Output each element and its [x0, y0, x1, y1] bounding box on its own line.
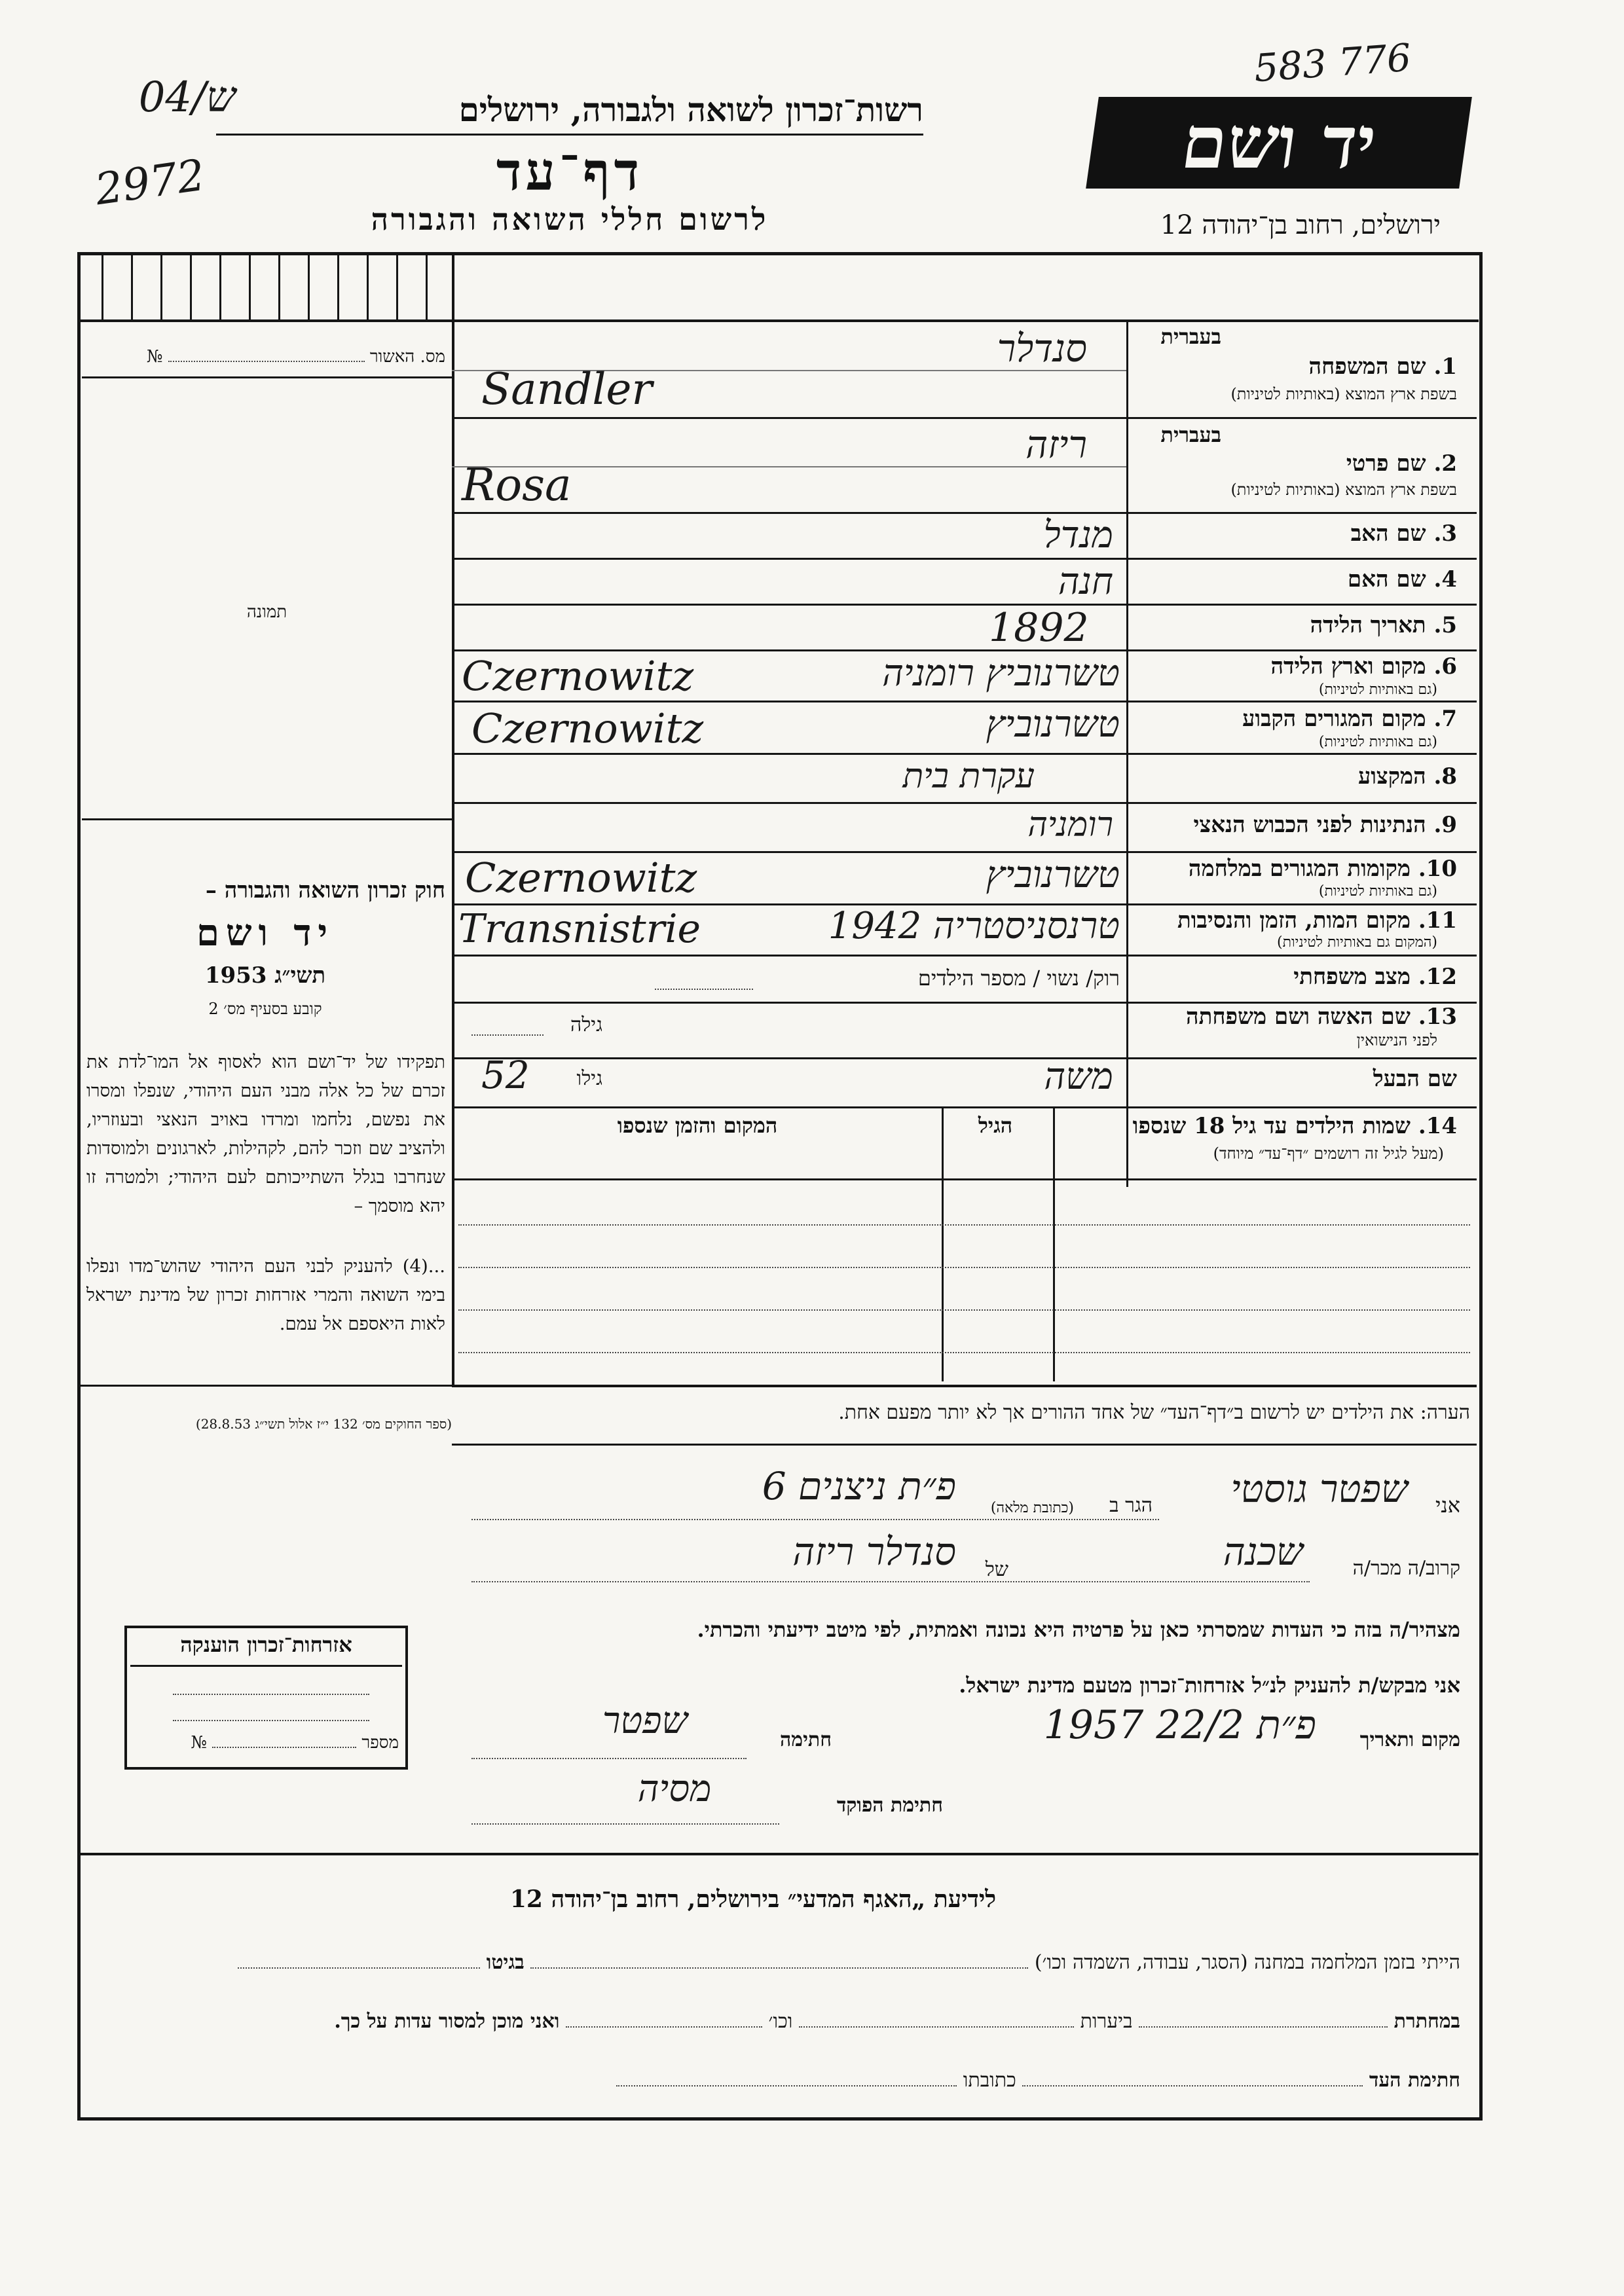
f14-label: שמות הילדים עד גיל 18 שנספו	[1132, 1113, 1411, 1139]
resides-label: הגר ב	[1109, 1494, 1153, 1517]
f6-num: 6.	[1433, 653, 1457, 680]
f11-heb-value[interactable]: טרנסניסטריה 1942	[828, 905, 1120, 947]
f3-label-row	[1136, 520, 1457, 547]
f2-latin-value[interactable]: Rosa	[462, 460, 572, 511]
f8-label: המקצוע	[1357, 763, 1426, 790]
f3-label: שם האב	[1350, 520, 1426, 547]
declarant-name[interactable]: שפטר גוסטי	[1230, 1467, 1408, 1511]
f6-latin-value[interactable]: Czernowitz	[462, 652, 694, 700]
f4-label: שם האם	[1347, 566, 1426, 592]
f14-col-place: המקום והזמן שנספו	[617, 1113, 778, 1138]
f8-num: 8.	[1433, 763, 1457, 790]
row-sep	[452, 1106, 1477, 1108]
address-dots[interactable]	[471, 1519, 1159, 1520]
f3-value[interactable]: מנדל	[1043, 514, 1113, 556]
f10-heb-value[interactable]: טשרנוביץ	[986, 854, 1120, 896]
children-row[interactable]	[458, 1224, 1470, 1226]
cell-divider	[190, 254, 192, 319]
cell-divider	[160, 254, 162, 319]
approval-label: מס. האשור	[369, 347, 445, 367]
f7-heb-value[interactable]: טשרנוביץ	[986, 703, 1120, 746]
cell-divider	[278, 254, 280, 319]
husband-label: שם הבעל	[1373, 1066, 1457, 1092]
footer-top-rule	[77, 1853, 1479, 1855]
row-sep	[452, 649, 1477, 651]
approval-dots[interactable]	[168, 361, 365, 362]
children-note: הערה: את הילדים יש לרשום ב״דף־העד״ של אחד ההורים אך לא יותר מפעם אחת.	[838, 1401, 1470, 1424]
f7-num: 7.	[1433, 706, 1457, 732]
row-sep	[452, 802, 1477, 804]
cell-divider	[101, 254, 103, 319]
of-name[interactable]: סנדלר ריזה	[792, 1529, 956, 1574]
f12-label-row	[1136, 964, 1457, 990]
relation-value[interactable]: שכנה	[1223, 1529, 1303, 1574]
f2-label-row	[1136, 450, 1457, 477]
photo-area	[82, 380, 452, 818]
f8-value[interactable]: עקרת בית	[902, 757, 1035, 796]
husband-age-value[interactable]: 52	[481, 1053, 530, 1097]
f3-num: 3.	[1433, 520, 1457, 547]
f9-value[interactable]: רומניה	[1027, 805, 1113, 845]
cell-divider	[308, 254, 310, 319]
row-sep	[452, 851, 1477, 853]
f13-age-dots[interactable]	[471, 1034, 544, 1036]
witness-signature-dots[interactable]	[1022, 2085, 1363, 2086]
cell-divider	[249, 254, 251, 319]
photo-label: תמונה	[246, 602, 287, 622]
f12-label: מצב משפחתי	[1293, 964, 1411, 990]
approval-underline	[82, 376, 452, 378]
cell-divider	[367, 254, 369, 319]
underground-dots[interactable]	[1139, 2026, 1388, 2028]
citizenship-number-dots[interactable]	[212, 1747, 356, 1748]
f1-sub: בשפת ארץ המוצא (באותיות לטיניות)	[1230, 385, 1457, 403]
left-panel-bottom	[77, 1385, 454, 1387]
header-address: ירושלים, רחוב בן־יהודה 12	[1160, 210, 1441, 240]
f14-col-divider-1	[1053, 1106, 1055, 1381]
f9-label-row	[1136, 812, 1457, 838]
address-hint: (כתובת מלאה)	[990, 1500, 1074, 1516]
witness-address-dots[interactable]	[616, 2085, 957, 2086]
f7-latin-value[interactable]: Czernowitz	[471, 704, 704, 752]
declarant-address[interactable]: פ״ת ניצנים 6	[762, 1464, 956, 1508]
row-sep	[452, 753, 1477, 755]
f10-sub: (גם באותיות לטיניות)	[1318, 883, 1437, 900]
f11-latin-value[interactable]: Transnistrie	[458, 906, 701, 952]
ghetto-label: בגיטו	[486, 1951, 525, 1974]
cell-divider	[396, 254, 398, 319]
f7-label-row	[1136, 706, 1457, 732]
witness-signature-label: חתימת העד	[1369, 2069, 1460, 2092]
row-sep	[452, 558, 1477, 560]
citizenship-number-label: מספר	[361, 1733, 399, 1753]
law-reference: (ספר החוקים מס׳ 132 י״ז אלול תשי״ג 28.8.53)	[195, 1416, 452, 1432]
law-clause: קובע בסעיף מס׳ 2	[208, 1000, 322, 1018]
signature-value[interactable]: שפטר	[602, 1700, 688, 1742]
signature-dots[interactable]	[471, 1758, 747, 1759]
witness-address-label: כתובתו	[963, 2069, 1016, 2092]
camp-dots[interactable]	[530, 1967, 1028, 1969]
citizenship-title: אזרחות־זכרון הוענקה	[180, 1632, 352, 1657]
declaration-request: אני מבקש/ת להעניק לנ״ל אזרחות־זכרון מטעם מדינת ישראל.	[959, 1673, 1460, 1698]
f9-label: הנתינות לפני הכבוש הנאצי	[1193, 812, 1426, 838]
officer-label: חתימת הפוקד	[836, 1794, 943, 1817]
children-row[interactable]	[458, 1309, 1470, 1311]
citizenship-title-rule	[130, 1665, 402, 1667]
law-title: חוק זכרון השואה והגבורה –	[205, 877, 445, 903]
f10-label: מקומות המגורים במלחמה	[1188, 856, 1411, 882]
husband-value[interactable]: משה	[1044, 1055, 1113, 1098]
f4-label-row	[1136, 566, 1457, 592]
f6-label: מקום וארץ הלידה	[1270, 653, 1426, 680]
footer-title: לידיעת „האגף המדעי״ בירושלים, רחוב בן־יהודה 12	[509, 1886, 997, 1913]
of-label: של	[985, 1558, 1008, 1581]
f1-latin-value[interactable]: Sandler	[481, 364, 653, 414]
f14-col-age: הגיל	[978, 1113, 1013, 1138]
f2-heb-label: בעברית	[1160, 422, 1221, 447]
officer-dots[interactable]	[471, 1823, 779, 1825]
footer-line-3	[85, 2069, 1460, 2092]
f1-label-row	[1136, 354, 1457, 380]
f11-label: מקום המות, הזמן והנסיבות	[1177, 907, 1411, 934]
law-text-2: ...(4) להעניק לבני העם היהודי שהוש־מדו ונפלו בימי השואה והמרי אזרחות זכרון של מדינת ישראל לאות היאספם אל עמם.	[86, 1256, 445, 1334]
page-title: דף־עד	[496, 141, 644, 202]
f14-col-divider-2	[942, 1106, 944, 1381]
authority-name: רשות־זכרון לשואה ולגבורה, ירושלים	[458, 90, 923, 129]
place-date-value[interactable]: פ״ת 22/2 1957	[1043, 1702, 1316, 1748]
f11-num: 11.	[1418, 907, 1457, 934]
ghetto-dots[interactable]	[238, 1967, 480, 1969]
f12-value[interactable]: רוק/ נשוי / מספר הילדים	[917, 966, 1120, 991]
footer-line-2	[85, 2010, 1460, 2033]
f10-latin-value[interactable]: Czernowitz	[465, 854, 697, 902]
approval-row	[92, 347, 445, 367]
reference-number: 583 776	[1252, 35, 1412, 91]
cell-divider	[337, 254, 339, 319]
f13-num: 13.	[1418, 1004, 1457, 1030]
f14-label-row	[1061, 1113, 1457, 1139]
f10-num: 10.	[1418, 856, 1457, 882]
relation-dots[interactable]	[471, 1581, 1310, 1582]
footer-line-1	[85, 1951, 1460, 1974]
forests-dots[interactable]	[799, 2026, 1074, 2028]
f14-header-rule	[452, 1178, 1477, 1180]
page-subtitle: לרשום חללי השואה והגבורה	[371, 202, 769, 237]
f2-label: שם פרטי	[1346, 450, 1426, 477]
photo-bottom	[82, 818, 452, 820]
children-row[interactable]	[458, 1267, 1470, 1268]
f9-num: 9.	[1433, 812, 1457, 838]
citizenship-number-row	[134, 1733, 399, 1753]
law-name: יד ושם	[196, 911, 335, 955]
citizenship-line[interactable]	[173, 1694, 369, 1695]
forests-label: ביערות	[1080, 2010, 1133, 2033]
f5-label: תאריך הלידה	[1310, 612, 1426, 638]
signature-label: חתימה	[780, 1728, 832, 1751]
f13-age-label: גילה	[570, 1013, 602, 1036]
cell-divider	[219, 254, 221, 319]
f1-label: שם המשפחה	[1308, 354, 1426, 380]
children-row[interactable]	[458, 1352, 1470, 1353]
etc-label: וכו׳	[768, 2010, 793, 2033]
law-year: תשי״ג 1953	[204, 962, 326, 989]
no-sign: №	[146, 347, 163, 367]
file-number: 2972	[92, 149, 208, 215]
testimony-label: ואני מוכן למסור עדות על כך.	[334, 2010, 560, 2033]
left-panel-divider	[452, 319, 454, 1387]
header-rule	[216, 134, 923, 136]
yad-vashem-logo	[1086, 97, 1472, 189]
f6-sub: (גם באותיות לטיניות)	[1318, 682, 1437, 698]
f4-num: 4.	[1433, 566, 1457, 592]
citizenship-box	[124, 1626, 408, 1770]
citizenship-line[interactable]	[173, 1720, 369, 1721]
f8-label-row	[1136, 763, 1457, 790]
f13-sub: לפני הנישואין	[1356, 1031, 1437, 1049]
f2-heb-value[interactable]: ריזה	[1025, 422, 1087, 467]
f1-heb-label: בעברית	[1160, 324, 1221, 349]
f2-sub: בשפת ארץ המוצא (באותיות לטיניות)	[1230, 481, 1457, 499]
f13-label: שם האשה ושם משפחתה	[1186, 1004, 1411, 1030]
f12-num: 12.	[1418, 964, 1457, 990]
f11-sub: (המקום גם באותיות לטיניות)	[1277, 934, 1437, 951]
place-date-label: מקום ותאריך	[1359, 1728, 1460, 1751]
f5-num: 5.	[1433, 612, 1457, 638]
cell-divider	[426, 254, 428, 319]
top-strip-bottom	[77, 319, 1479, 322]
f10-label-row	[1136, 856, 1457, 882]
cell-divider	[131, 254, 133, 319]
row-sep	[452, 604, 1477, 606]
declaration-i-label: אני	[1435, 1493, 1460, 1518]
f6-label-row	[1136, 653, 1457, 680]
row-sep	[452, 701, 1477, 702]
f12-children-dots[interactable]	[655, 989, 753, 990]
f2-num: 2.	[1433, 450, 1457, 477]
f14-num: 14.	[1418, 1113, 1457, 1139]
camp-label: הייתי בזמן המלחמה במחנה (הסגר, עבודה, השמדה וכו׳)	[1034, 1951, 1460, 1974]
top-strip-mid-divider	[452, 254, 454, 319]
f5-value[interactable]: 1892	[989, 605, 1089, 651]
f5-label-row	[1136, 612, 1457, 638]
f6-heb-value[interactable]: טשרנוביץ רומניה	[882, 652, 1120, 695]
etc-dots[interactable]	[566, 2026, 762, 2028]
declaration-statement: מצהיר/ה בזה כי העדות שמסרתי כאן על פרטיה היא נכונה ואמתית, לפי מיטב ידיעתי והכרתי.	[697, 1617, 1460, 1642]
f14-bottom-rule	[452, 1385, 1477, 1387]
husband-age-label: גילו	[576, 1067, 602, 1090]
f11-label-row	[1136, 907, 1457, 934]
logo-text: יד ושם	[1176, 100, 1382, 185]
law-text: תפקידו של יד־ושם הוא לאסוף אל המו־לדת את זכרם של כל אלה מבני העם היהודי, שנפלו ומסרו את נפשם, נלחמו ומרדו באויב הנאצי ובעוזריו, ולהציב שם וזכר להם, לקהילות, לארגונים ולמוסדות שנחרבו בגלל השתייכותם לעם היהודי; ולמטרה זו יהא מוסמך –	[86, 1051, 445, 1216]
underground-label: במחתרת	[1393, 2010, 1460, 2033]
note-bottom-rule	[452, 1444, 1477, 1446]
row-sep	[452, 955, 1477, 957]
f7-sub: (גם באותיות לטיניות)	[1318, 734, 1437, 750]
f1-num: 1.	[1433, 354, 1457, 380]
f13-label-row	[1136, 1004, 1457, 1030]
f4-value[interactable]: חנה	[1058, 560, 1113, 603]
f14-sub: (מעל לגיל זה רושמים ״דף־עד״ מיוחד)	[1213, 1144, 1444, 1163]
relative-label: קרוב/ה מכר/ה	[1352, 1557, 1460, 1580]
f7-label: מקום המגורים הקבוע	[1242, 706, 1426, 732]
citizenship-number-sign: №	[191, 1733, 207, 1753]
row-sep	[452, 417, 1477, 419]
officer-signature[interactable]: מסיה	[637, 1768, 712, 1810]
file-code: ש/04	[138, 73, 236, 122]
f1-heb-value[interactable]: סנדלר	[997, 326, 1087, 371]
